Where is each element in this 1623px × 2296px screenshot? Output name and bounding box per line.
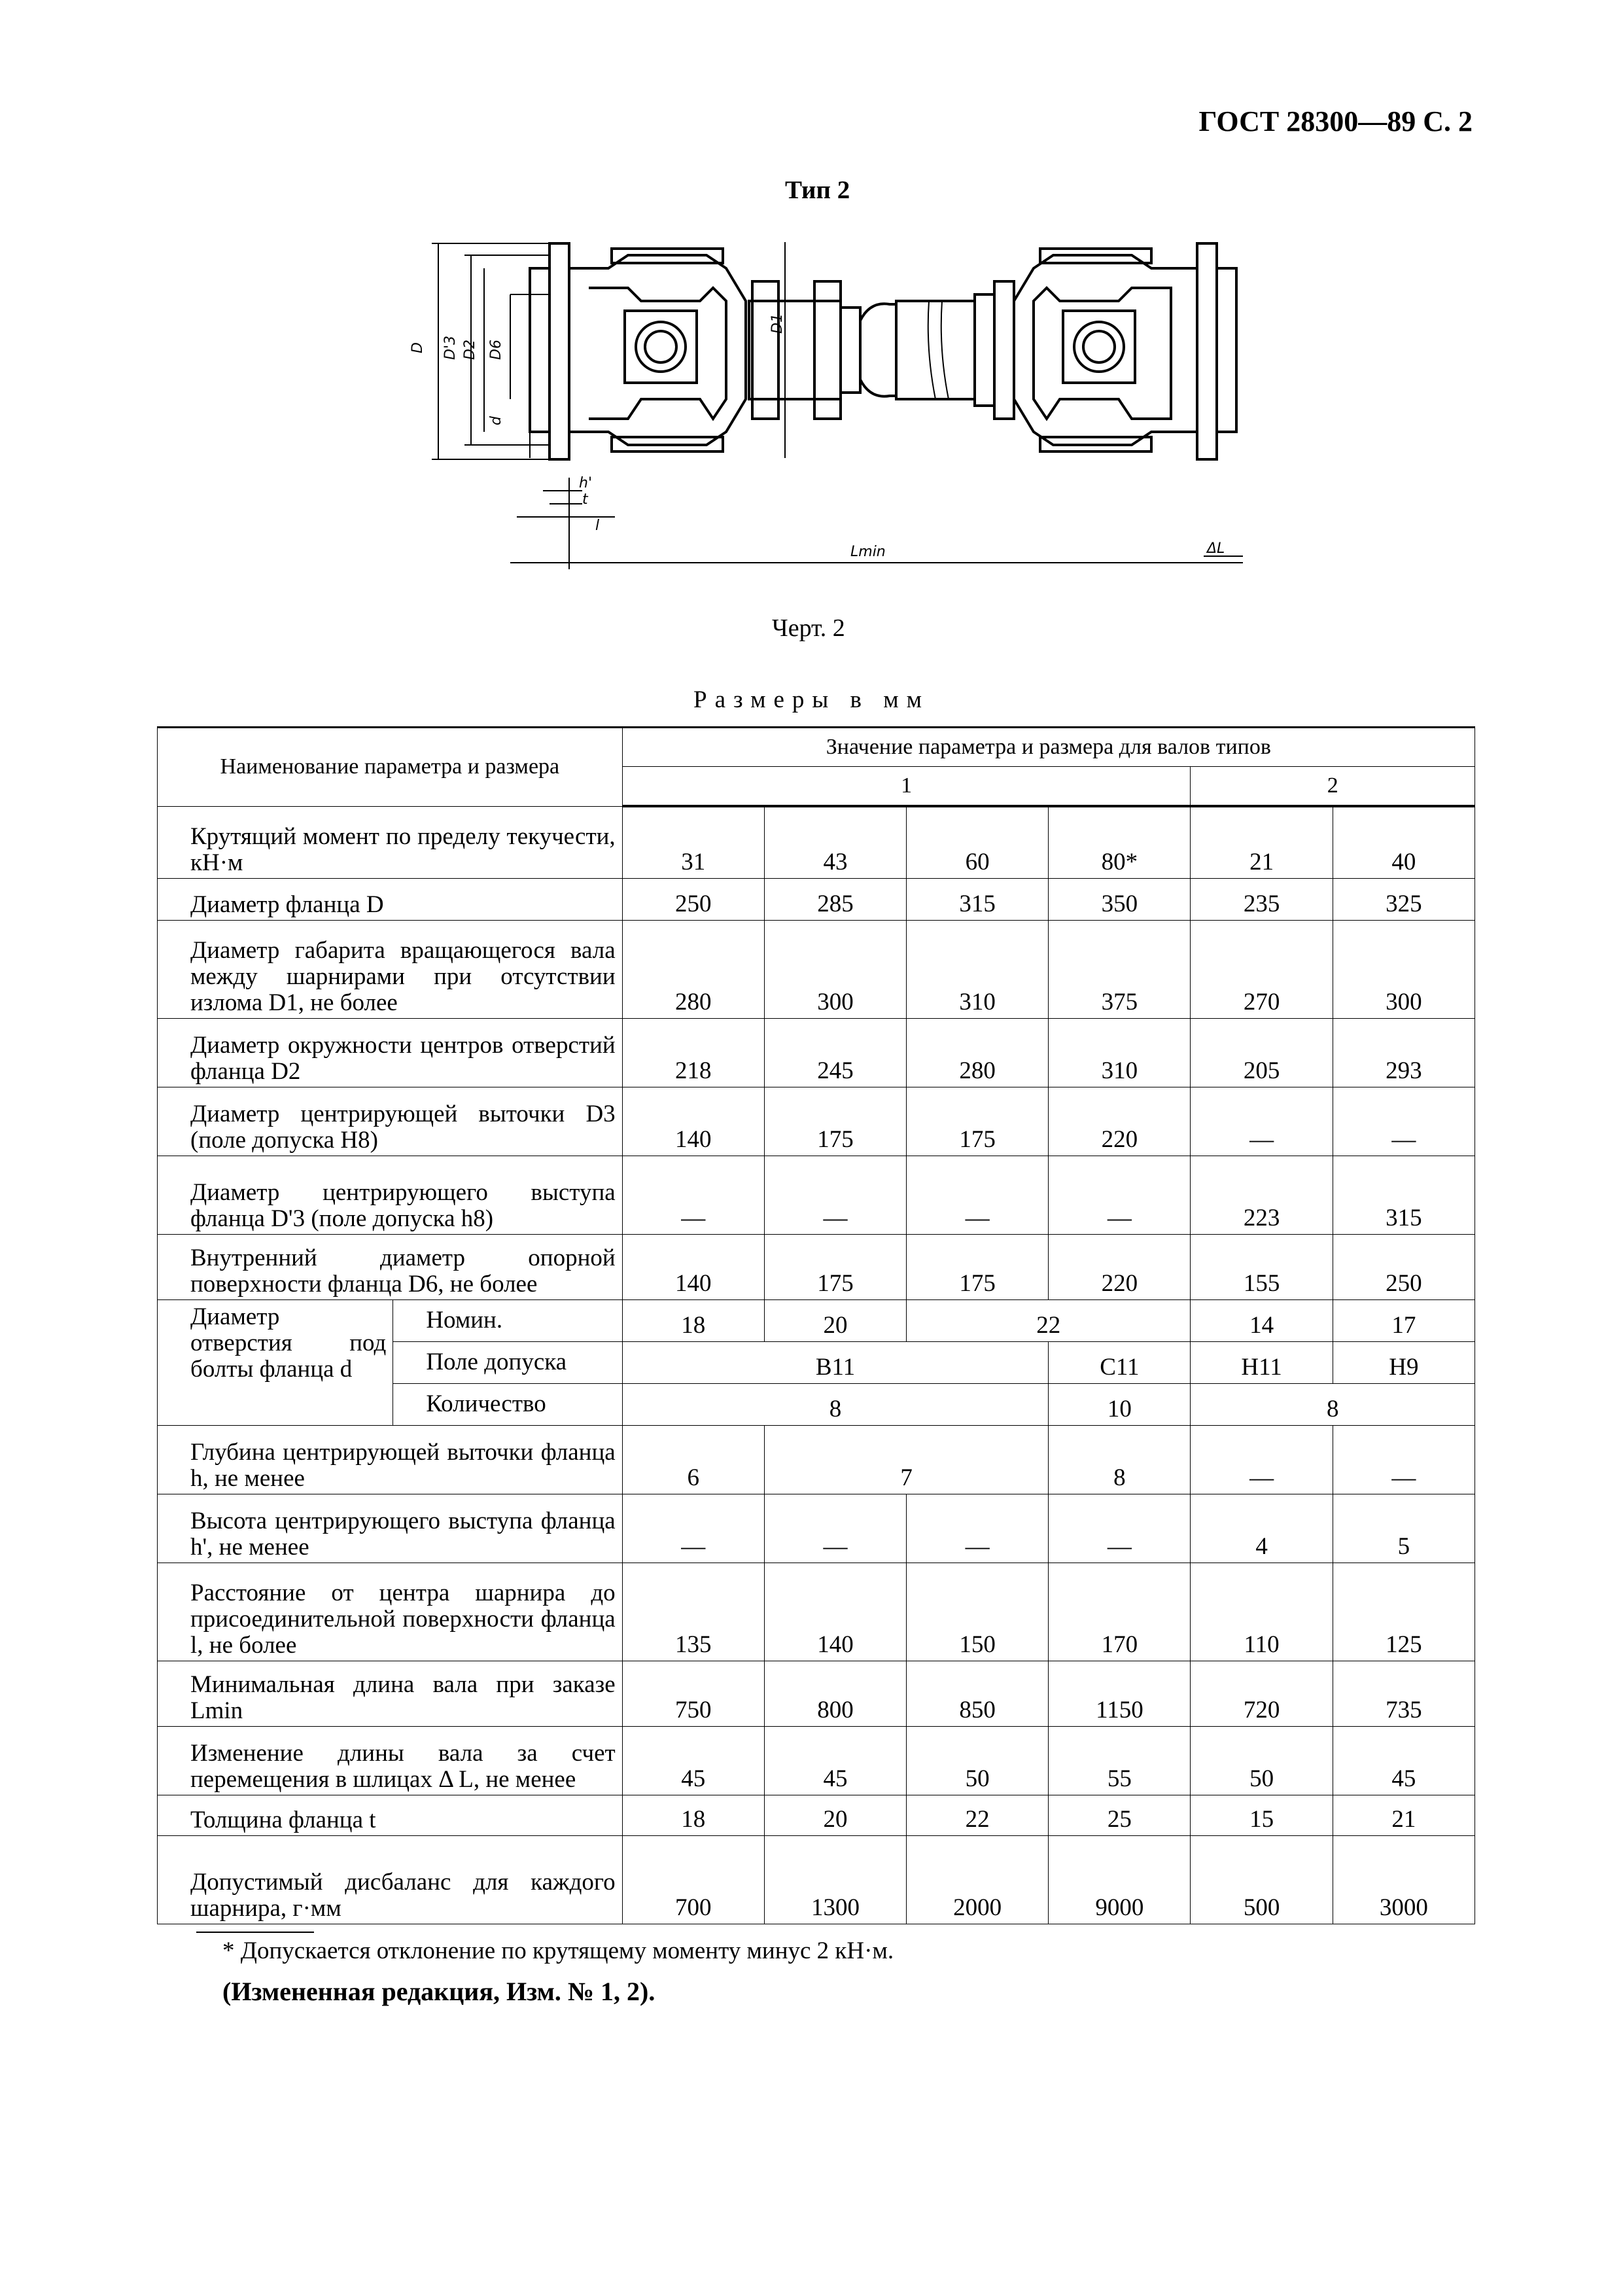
table-cell-value: 325: [1333, 878, 1475, 920]
header-name: Наименование параметра и размера: [158, 728, 623, 807]
table-row: [158, 1661, 1475, 1726]
table-row: [158, 1234, 1475, 1299]
footnote: * Допускается отклонение по крутящему моменту минус 2 кН·м.: [222, 1937, 894, 1964]
table-row: [158, 1299, 1475, 1341]
table-cell-value: 205: [1191, 1018, 1333, 1087]
table-cell-value: 280: [622, 920, 764, 1018]
table-cell-value: 315: [1333, 1156, 1475, 1234]
table-cell-label: Внутренний диаметр опорной поверхности фланца D6, не более: [158, 1234, 623, 1299]
dim-D3p: D'3: [442, 336, 459, 360]
table-cell-value: —: [622, 1156, 764, 1234]
table-cell-value: 18: [622, 1299, 764, 1341]
dim-D1: D1: [769, 313, 786, 334]
table-cell-value: 31: [622, 806, 764, 878]
table-cell-label: Крутящий момент по пределу текучести, кН·м: [158, 806, 623, 878]
table-cell-value: 175: [907, 1087, 1049, 1156]
table-cell-label: Толщина фланца t: [158, 1795, 623, 1835]
table-cell-value: 750: [622, 1661, 764, 1726]
table-cell-label: Диаметр фланца D: [158, 878, 623, 920]
table-cell-value: —: [764, 1156, 906, 1234]
table-cell-value: 218: [622, 1018, 764, 1087]
table-cell-value: —: [1049, 1494, 1191, 1563]
table-cell-value: —: [907, 1156, 1049, 1234]
table-cell-label: Изменение длины вала за счет перемещения в шлицах Δ L, не менее: [158, 1726, 623, 1795]
table-cell-value: 2000: [907, 1835, 1049, 1924]
table-cell-value: H9: [1333, 1341, 1475, 1383]
table-row: [158, 1835, 1475, 1924]
table-row: [158, 878, 1475, 920]
table-cell-value: 315: [907, 878, 1049, 920]
table-cell-value: 250: [1333, 1234, 1475, 1299]
table-cell-value: 25: [1049, 1795, 1191, 1835]
table-cell-value: 140: [764, 1563, 906, 1661]
table-row: [158, 1156, 1475, 1234]
table-cell-label: Диаметр центрирующего выступа фланца D'3 (поле допуска h8): [158, 1156, 623, 1234]
table-row: [158, 1425, 1475, 1494]
table-cell-value: 140: [622, 1234, 764, 1299]
table-cell-value: H11: [1191, 1341, 1333, 1383]
units-note: Размеры в мм: [693, 686, 930, 713]
table-cell-value: 9000: [1049, 1835, 1191, 1924]
table-cell-value: 21: [1191, 806, 1333, 878]
table-cell-value: 43: [764, 806, 906, 878]
dim-D6: D6: [488, 340, 504, 360]
shaft-tube: [749, 301, 841, 399]
table-cell-label: Глубина центрирующей выточки фланца h, не менее: [158, 1425, 623, 1494]
table-cell-label: Количество: [393, 1383, 622, 1425]
table-cell-label: Диаметр габарита вращающегося вала между шарнирами при отсутствии излома D1, не более: [158, 920, 623, 1018]
table-cell-value: 375: [1049, 920, 1191, 1018]
table-cell-value: 5: [1333, 1494, 1475, 1563]
table-cell-value: 7: [764, 1425, 1048, 1494]
table-cell-value: —: [1049, 1156, 1191, 1234]
table-cell-value: 220: [1049, 1087, 1191, 1156]
table-cell-value: 700: [622, 1835, 764, 1924]
dim-D2: D2: [462, 340, 478, 360]
table-cell-value: 293: [1333, 1018, 1475, 1087]
table-cell-value: 80*: [1049, 806, 1191, 878]
table-cell-value: —: [1333, 1425, 1475, 1494]
header-values: Значение параметра и размера для валов типов: [622, 728, 1475, 767]
table-cell-value: 140: [622, 1087, 764, 1156]
table-cell-value: 18: [622, 1795, 764, 1835]
table-cell-label: Минимальная длина вала при заказе Lmin: [158, 1661, 623, 1726]
table-cell-value: 50: [1191, 1726, 1333, 1795]
table-cell-value: 10: [1049, 1383, 1191, 1425]
table-row: [158, 1726, 1475, 1795]
table-cell-value: —: [622, 1494, 764, 1563]
page-header: ГОСТ 28300—89 С. 2: [1198, 105, 1473, 137]
table-cell-value: 310: [1049, 1018, 1191, 1087]
dim-D: D: [410, 342, 426, 353]
table-cell-value: 850: [907, 1661, 1049, 1726]
table-cell-value: 8: [1049, 1425, 1191, 1494]
table-cell-value: 21: [1333, 1795, 1475, 1835]
table-cell-value: 8: [1191, 1383, 1475, 1425]
table-cell-value: 135: [622, 1563, 764, 1661]
amendment-note: (Измененная редакция, Изм. № 1, 2).: [222, 1977, 655, 2006]
table-cell-value: —: [764, 1494, 906, 1563]
table-cell-value: —: [1333, 1087, 1475, 1156]
table-cell-value: 110: [1191, 1563, 1333, 1661]
table-cell-value: 4: [1191, 1494, 1333, 1563]
table-cell-value: 170: [1049, 1563, 1191, 1661]
table-cell-value: C11: [1049, 1341, 1191, 1383]
dim-t: t: [582, 491, 588, 508]
table-cell-value: 22: [907, 1299, 1191, 1341]
table-cell-value: 155: [1191, 1234, 1333, 1299]
footnote-rule: [196, 1932, 314, 1933]
table-cell-value: 150: [907, 1563, 1049, 1661]
table-cell-value: 20: [764, 1795, 906, 1835]
table-cell-value: 235: [1191, 878, 1333, 920]
table-cell-label: Диаметр окружности центров отверстий фланца D2: [158, 1018, 623, 1087]
table-cell-value: —: [907, 1494, 1049, 1563]
header-type-1: 1: [622, 767, 1191, 807]
table-cell-value: —: [1191, 1425, 1333, 1494]
table-cell-value: 45: [764, 1726, 906, 1795]
table-cell-value: 45: [1333, 1726, 1475, 1795]
table-cell-value: 720: [1191, 1661, 1333, 1726]
table-cell-value: 15: [1191, 1795, 1333, 1835]
table-cell-value: 223: [1191, 1156, 1333, 1234]
dim-hp: h': [579, 475, 592, 491]
table-cell-value: 175: [764, 1087, 906, 1156]
table-cell-value: 220: [1049, 1234, 1191, 1299]
table-cell-value: 8: [622, 1383, 1049, 1425]
table-cell-value: 125: [1333, 1563, 1475, 1661]
table-row: [158, 1018, 1475, 1087]
table-cell-value: B11: [622, 1341, 1049, 1383]
table-cell-value: 175: [764, 1234, 906, 1299]
table-cell-value: 14: [1191, 1299, 1333, 1341]
table-row: [158, 1563, 1475, 1661]
shaft-drawing: [393, 229, 1243, 595]
table-cell-value: 22: [907, 1795, 1049, 1835]
table-cell-value: 6: [622, 1425, 764, 1494]
table-row: [158, 1087, 1475, 1156]
table-cell-value: 20: [764, 1299, 906, 1341]
table-cell-label: Диаметр центрирующей выточки D3 (поле допуска H8): [158, 1087, 623, 1156]
table-row: [158, 1494, 1475, 1563]
right-flange: [1197, 243, 1217, 459]
table-cell-value: 50: [907, 1726, 1049, 1795]
table-cell-value: 55: [1049, 1726, 1191, 1795]
table-cell-value: 17: [1333, 1299, 1475, 1341]
figure-caption: Черт. 2: [772, 614, 845, 642]
table-cell-value: 1150: [1049, 1661, 1191, 1726]
table-cell-value: 270: [1191, 920, 1333, 1018]
table-cell-value: 3000: [1333, 1835, 1475, 1924]
table-row: [158, 806, 1475, 878]
dim-l: l: [595, 518, 600, 534]
table-cell-value: 40: [1333, 806, 1475, 878]
table-cell-value: 250: [622, 878, 764, 920]
table-row: [158, 1795, 1475, 1835]
table-cell-value: 175: [907, 1234, 1049, 1299]
table-cell-value: 350: [1049, 878, 1191, 920]
table-cell-value: 285: [764, 878, 906, 920]
left-flange: [550, 243, 569, 459]
table-cell-value: 1300: [764, 1835, 906, 1924]
table-cell-label: Допустимый дисбаланс для каждого шарнира, г·мм: [158, 1835, 623, 1924]
dim-d: d: [488, 416, 504, 425]
parameters-table: [157, 726, 1475, 1924]
table-cell-value: 300: [764, 920, 906, 1018]
table-cell-label: Высота центрирующего выступа фланца h', не менее: [158, 1494, 623, 1563]
dim-Lmin: Lmin: [850, 544, 886, 560]
table-cell-value: 280: [907, 1018, 1049, 1087]
dim-dL: ΔL: [1207, 540, 1225, 557]
table-cell-value: 60: [907, 806, 1049, 878]
table-row: [158, 920, 1475, 1018]
table-cell-value: —: [1191, 1087, 1333, 1156]
table-cell-value: 300: [1333, 920, 1475, 1018]
table-cell-label: Номин.: [393, 1299, 622, 1341]
table-cell-value: 735: [1333, 1661, 1475, 1726]
table-cell-label: Диаметр отверстия под болты фланца d: [158, 1299, 393, 1425]
header-type-2: 2: [1191, 767, 1475, 807]
table-cell-value: 310: [907, 920, 1049, 1018]
type-title: Тип 2: [785, 176, 850, 204]
table-cell-value: 45: [622, 1726, 764, 1795]
table-cell-label: Расстояние от центра шарнира до присоединительной поверхности фланца l, не более: [158, 1563, 623, 1661]
table-cell-value: 800: [764, 1661, 906, 1726]
table-cell-value: 245: [764, 1018, 906, 1087]
table-cell-value: 500: [1191, 1835, 1333, 1924]
table-cell-label: Поле допуска: [393, 1341, 622, 1383]
